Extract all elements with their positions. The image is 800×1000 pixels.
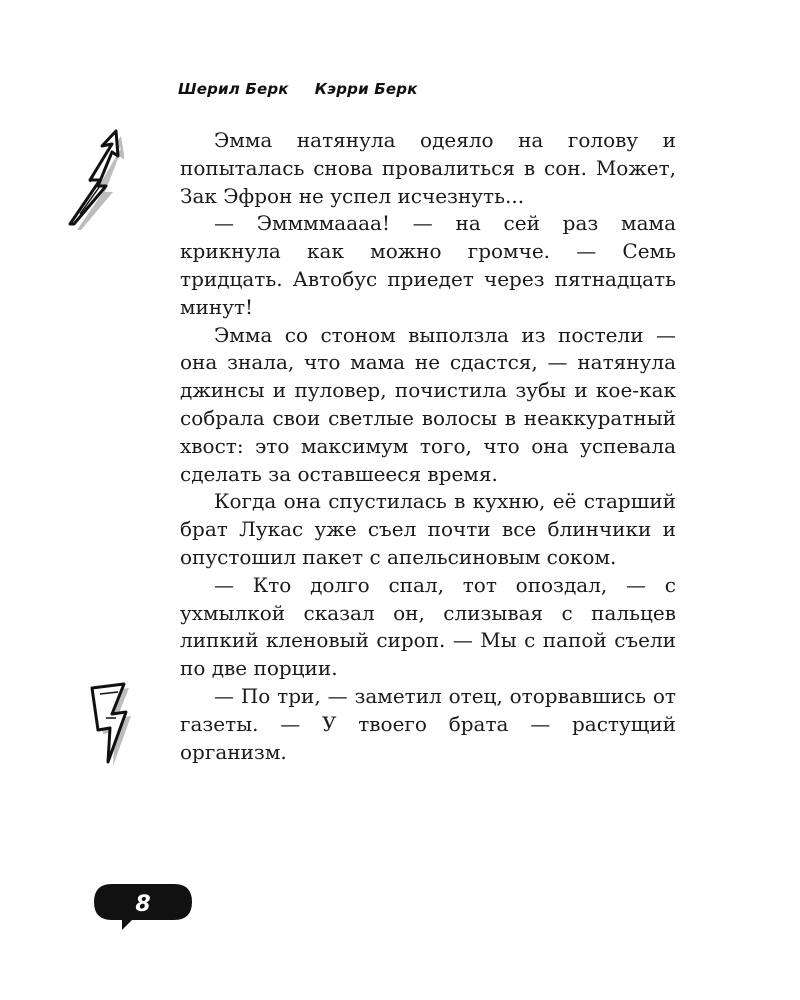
paragraph: Эмма натянула одеяло на голову и попыталась снова провалиться в сон. Может, Зак Эфрон не успел исчезнуть... [180, 128, 676, 208]
author-name-2: Кэрри Берк [314, 80, 418, 98]
lightning-bolt-icon [86, 682, 136, 768]
paragraph: — По три, — заметил отец, оторвавшись от газеты. — У твоего брата — растущий организм. [180, 683, 676, 764]
paragraph: — Эммммаааа! — на сей раз мама крикнула как можно громче. — Семь тридцать. Автобус приедет через пятнадцать минут! [180, 211, 676, 319]
lightning-arrow-icon [60, 128, 124, 232]
author-name-1: Шерил Берк [178, 80, 289, 98]
paragraph: Когда она спустилась в кухню, её старший брат Лукас уже съел почти все блинчики и опустошил пакет с апельсиновым соком. [180, 489, 676, 569]
paragraph: — Кто долго спал, тот опоздал, — с ухмылкой сказал он, слизывая с пальцев липкий кленовый сироп. — Мы с папой съели по две порции. [180, 572, 676, 681]
paragraph: Эмма со стоном выползла из постели — она знала, что мама не сдастся, — натянула джинсы и пуловер, почистила зубы и кое-как собрала свои светлые волосы в неаккуратный хвост: это максимум того, что она успевала сделать за оставшееся время. [180, 322, 676, 486]
body-text [180, 127, 676, 766]
page-number: 8 [135, 891, 151, 917]
running-header [178, 80, 418, 98]
